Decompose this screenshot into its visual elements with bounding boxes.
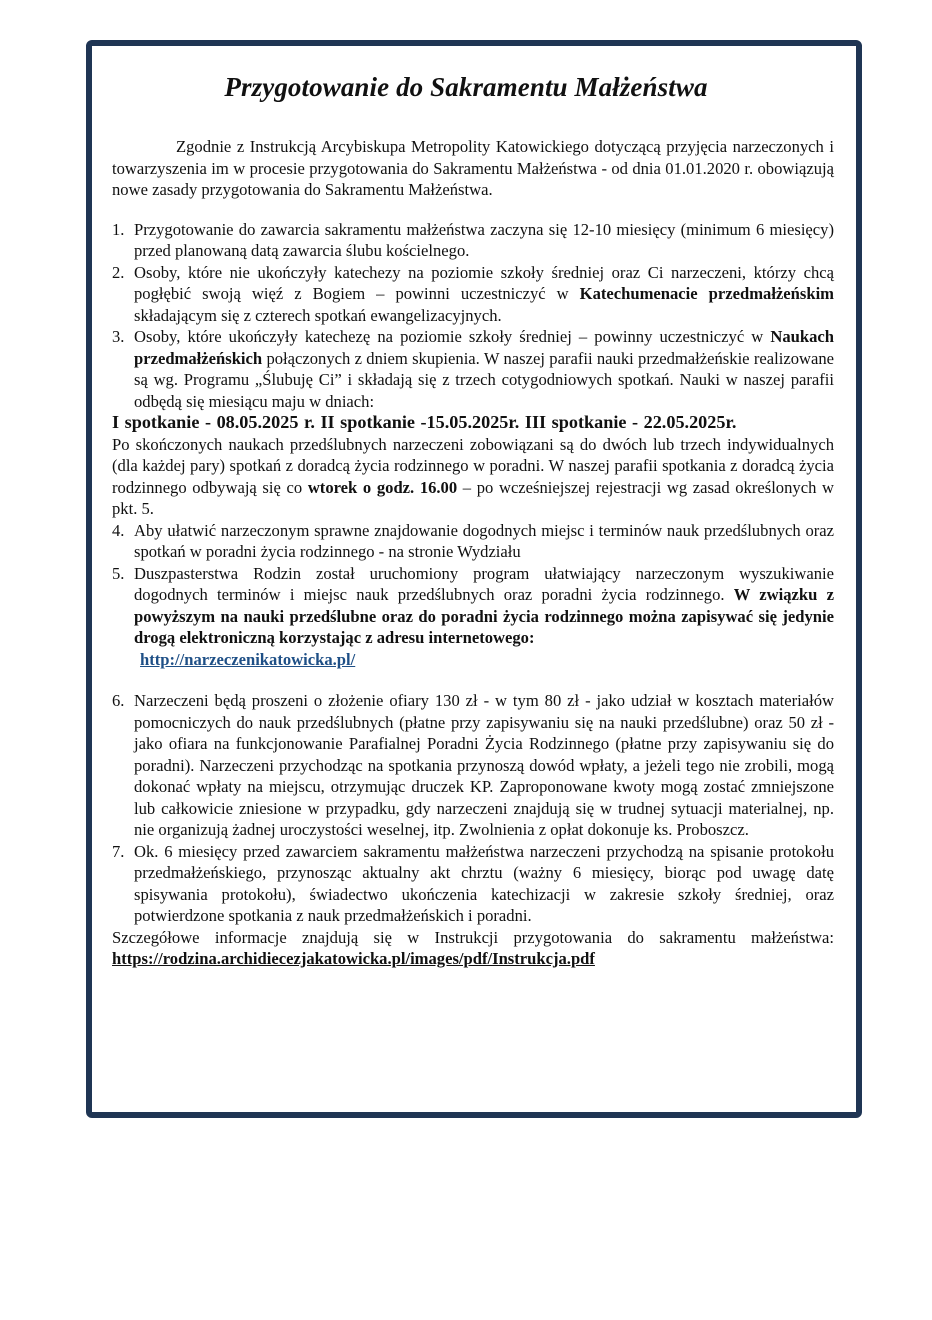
list-item: 1. Przygotowanie do zawarcia sakramentu małżeństwa zaczyna się 12-10 miesięcy (minimum 6 miesięcy) przed planowaną datą zawarcia ślubu kościelnego. [112, 219, 834, 260]
rules-list [112, 219, 834, 413]
instruction-link[interactable]: https://rodzina.archidiecezjakatowicka.pl/images/pdf/Instrukcja.pdf [112, 949, 595, 968]
counseling-paragraph: Po skończonych naukach przedślubnych narzeczeni zobowiązani są do dwóch lub trzech indywidualnych (dla każdej pary) spotkań z doradcą życia rodzinnego w poradni. W naszej parafii spotkania z doradcą życia rodzinnego odbywają się co wtorek o godz. 16.00 – po wcześniejszej rejestracji wg zasad określonych w pkt. 5. [112, 434, 834, 518]
bold-term: Katechumenacie przedmałżeńskim [579, 284, 835, 303]
registration-link[interactable]: http://narzeczenikatowicka.pl/ [140, 649, 356, 669]
bold-term: wtorek o godz. 16.00 [307, 477, 458, 497]
document-body [112, 136, 834, 970]
list-item: 6. Narzeczeni będą proszeni o złożenie ofiary 130 zł - w tym 80 zł - jako udział w kosztach materiałów pomocniczych do nauk przedślubnych (płatne przy zapisywaniu się na nauki przedślubne) oraz 50 zł - jako ofiara na funkcjonowanie Parafialnej Poradni Życia Rodzinnego (płatne przy zapisywaniu się do poradni). Narzeczeni przychodząc na spotkania przynoszą dowód wpłaty, a jeżeli tego nie zrobili, mogą dokonać wpłaty na miejscu, otrzymując druczek KP. Zaproponowane kwoty mogą zostać zmniejszone lub całkowicie zniesione w przypadku, gdy narzeczeni znajdują się w trudnej sytuacji materialnej, np. nie organizują żadnej uroczystości weselnej, itp. Zwolnienia z opłat dokonuje ks. Proboszcz. [112, 691, 834, 839]
list-item: 7. Ok. 6 miesięcy przed zawarciem sakramentu małżeństwa narzeczeni przychodzą na spisanie protokołu przedmałżeńskiego, przynosząc aktualny akt chrztu (ważny 6 miesięcy, biorąc pod uwagę datę spisywania protokołu), świadectwo ukończenia katechizacji w zakresie szkoły średniej, oraz potwierdzone spotkania z nauk przedmałżeńskich i poradni. [112, 841, 834, 925]
bold-term: Naukach przedmałżeńskich [134, 327, 834, 368]
list-item: 3. Osoby, które ukończyły katechezę na poziomie szkoły średniej – powinny uczestniczyć w Naukach przedmałżeńskich połączonych z dniem skupienia. W naszej parafii nauki przedmałżeńskie realizowane są wg. Programu „Ślubuję Ci” i składają się z trzech cotygodniowych spotkań. Nauki w naszej parafii odbędą się miesiącu maju w dniach: [112, 327, 834, 411]
meeting-dates: I spotkanie - 08.05.2025 r. II spotkanie -15.05.2025r. III spotkanie - 22.05.2025r. [112, 412, 737, 432]
rules-list-continued [112, 520, 834, 927]
list-item: 5. Duszpasterstwa Rodzin został uruchomiony program ułatwiający narzeczonym wyszukiwanie dogodnych terminów i miejsc nauk przedślubnych oraz poradni życia rodzinnego. W związku z powyższym na nauki przedślubne oraz do poradni życia rodzinnego można zapisywać się jedynie drogą elektroniczną korzystając z adresu internetowego: http://narzeczenikatowicka.pl/ [112, 563, 834, 669]
intro-paragraph: Zgodnie z Instrukcją Arcybiskupa Metropolity Katowickiego dotyczącą przyjęcia narzeczonych i towarzyszenia im w procesie przygotowania do Sakramentu Małżeństwa - od dnia 01.01.2020 r. obowiązują nowe zasady przygotowania do Sakramentu Małżeństwa. [112, 137, 834, 199]
page-title: Przygotowanie do Sakramentu Małżeństwa [224, 72, 708, 102]
list-item: 2. Osoby, które nie ukończyły katechezy na poziomie szkoły średniej oraz Ci narzeczeni, którzy chcą pogłębić swoją więź z Bogiem – powinni uczestniczyć w Katechumenacie przedmałżeńskim składającym się z czterech spotkań ewangelizacyjnych. [112, 262, 835, 325]
list-item: 4. Aby ułatwić narzeczonym sprawne znajdowanie dogodnych miejsc i terminów nauk przedślubnych oraz spotkań w poradni życia rodzinnego - na stronie Wydziału [112, 520, 834, 561]
bold-term: W związku z powyższym na nauki przedślubne oraz do poradni życia rodzinnego można zapisywać się jedynie drogą elektroniczną korzystając z adresu internetowego: [134, 585, 834, 647]
footer-paragraph: Szczegółowe informacje znajdują się w Instrukcji przygotowania do sakramentu małżeństwa: https://rodzina.archidiecezjakatowicka.pl/images/pdf/Instrukcja.pdf [112, 927, 834, 968]
